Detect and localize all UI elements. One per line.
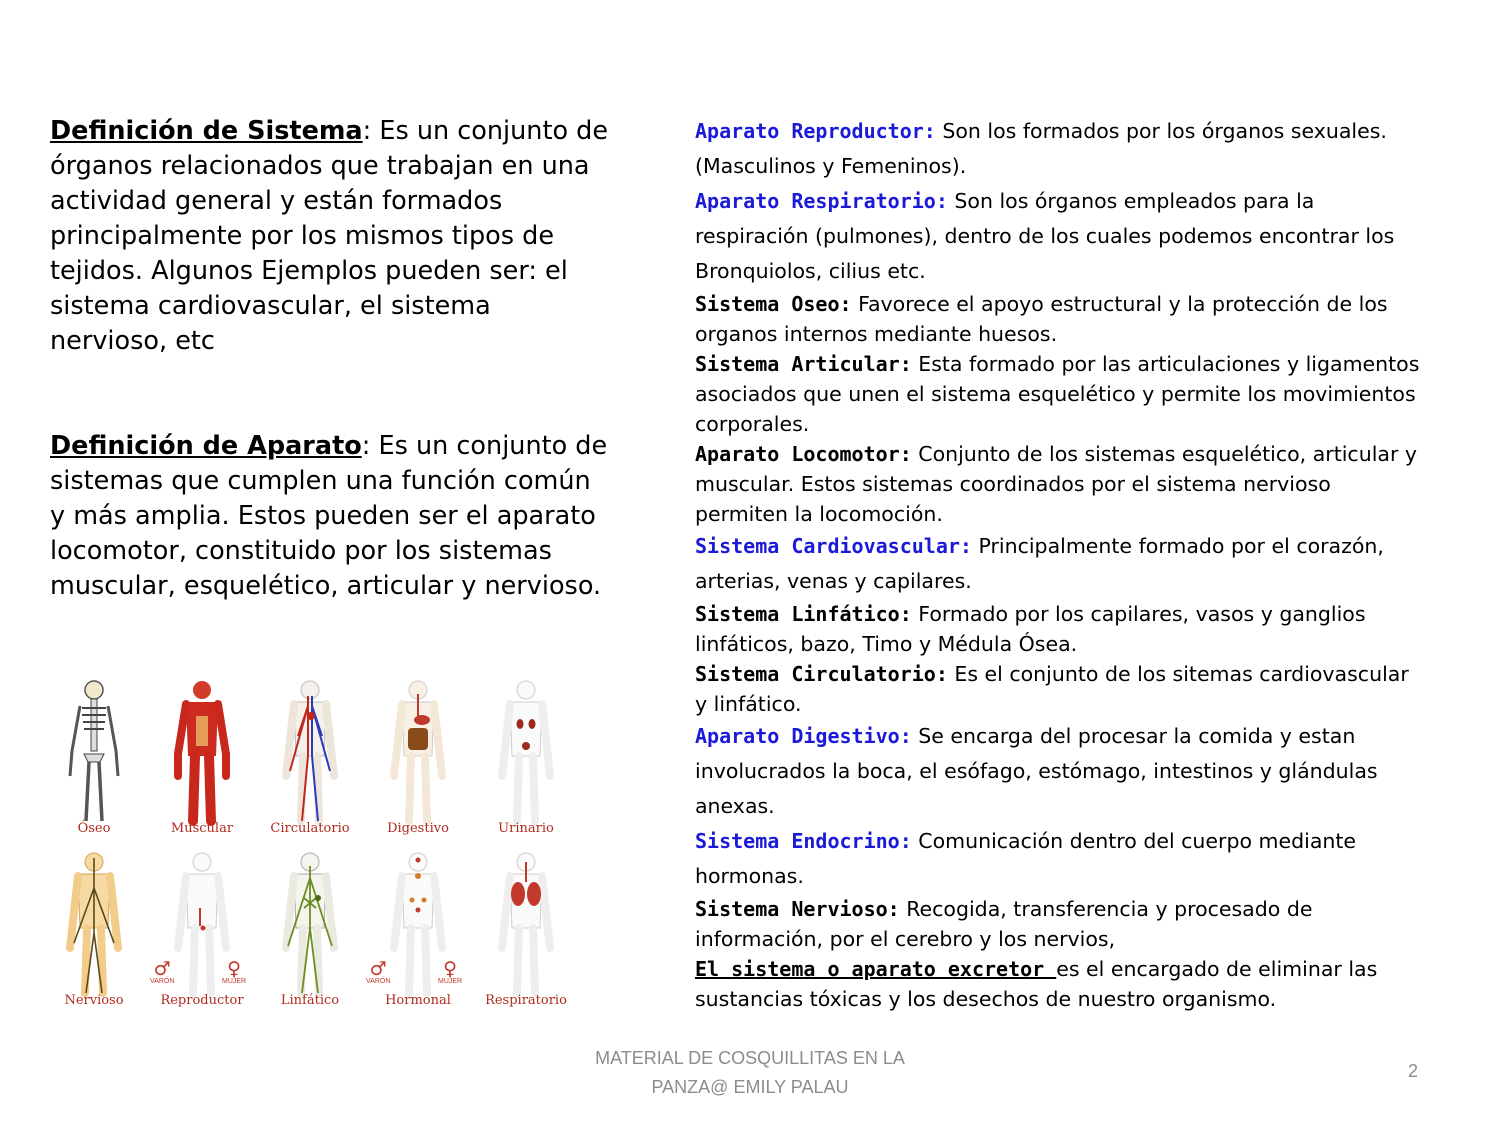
nervous-figure-icon xyxy=(62,848,126,998)
figure-respiratorio xyxy=(472,840,580,1012)
entry-aparato-locomotor xyxy=(695,439,1425,529)
entry-sistema-excretor xyxy=(695,954,1425,1014)
muscle-figure-icon xyxy=(170,676,234,826)
page-number: 2 xyxy=(1407,1061,1418,1081)
entry-sistema-articular xyxy=(695,349,1425,439)
figure-label: Respiratorio xyxy=(485,993,567,1008)
mujer-label: MUJER xyxy=(438,978,463,985)
entry-term: Sistema Linfático: xyxy=(695,602,912,626)
male-symbol-icon: ♂ xyxy=(153,958,171,980)
footer-line-2: PANZA@ EMILY PALAU xyxy=(651,1077,849,1097)
lymphatic-figure-icon xyxy=(278,848,342,998)
entry-term: Sistema Endocrino: xyxy=(695,829,912,853)
entry-sistema-nervioso xyxy=(695,894,1425,954)
female-symbol-icon: ♀ xyxy=(227,958,242,980)
entry-aparato-digestivo xyxy=(695,719,1425,824)
mujer-marker xyxy=(222,960,246,986)
entry-aparato-respiratorio xyxy=(695,184,1425,289)
varon-label: VARÓN xyxy=(366,978,391,985)
male-symbol-icon: ♂ xyxy=(369,958,387,980)
definicion-aparato xyxy=(50,429,610,604)
definicion-aparato-text: : Es un conjunto de sistemas que cumplen una función común y más amplia. Estos pueden ser el aparato locomotor, constituido por los sistemas muscular, esquelético, articular y nervioso. xyxy=(50,431,608,601)
entry-text: Son los formados por los órganos sexuales.(Masculinos y Femeninos). xyxy=(695,119,1387,178)
entry-term: Sistema Cardiovascular: xyxy=(695,534,972,558)
entry-sistema-circulatorio xyxy=(695,659,1425,719)
figure-digestivo xyxy=(364,668,472,840)
figure-label: Muscular xyxy=(170,821,234,836)
figure-urinario xyxy=(472,668,580,840)
entry-sistema-endocrino xyxy=(695,824,1425,894)
entry-term: El sistema o aparato excretor xyxy=(695,957,1057,981)
entry-text: Favorece el apoyo estructural y la protección de los organos internos mediante huesos. xyxy=(695,292,1388,346)
entry-term: Aparato Digestivo: xyxy=(695,724,912,748)
mujer-marker xyxy=(438,960,462,986)
varon-label: VARÓN xyxy=(150,978,175,985)
entry-text: Principalmente formado por el corazón, arterias, venas y capilares. xyxy=(695,534,1384,593)
footer-credit xyxy=(520,1044,980,1102)
entry-text: Son los órganos empleados para la respiración (pulmones), dentro de los cuales podemos encontrar los Bronquiolos, cilius etc. xyxy=(695,189,1395,283)
footer-line-1: MATERIAL DE COSQUILLITAS EN LA xyxy=(595,1048,905,1068)
entry-term: Sistema Oseo: xyxy=(695,292,852,316)
figure-hormonal xyxy=(364,840,472,1012)
entry-sistema-oseo xyxy=(695,289,1425,349)
circulatory-figure-icon xyxy=(278,676,342,826)
definicion-sistema-term: Definición de Sistema xyxy=(50,116,363,146)
entry-term: Aparato Locomotor: xyxy=(695,442,912,466)
mujer-label: MUJER xyxy=(222,978,247,985)
figure-muscular xyxy=(148,668,256,840)
figure-label: Hormonal xyxy=(385,993,451,1008)
entry-text: Comunicación dentro del cuerpo mediante hormonas. xyxy=(695,829,1357,888)
figure-label: Urinario xyxy=(498,821,554,836)
entry-text: Formado por los capilares, vasos y ganglios linfáticos, bazo, Timo y Médula Ósea. xyxy=(695,602,1366,656)
definicion-sistema xyxy=(50,114,610,359)
systems-list xyxy=(695,114,1425,1014)
figure-oseo xyxy=(40,668,148,840)
figure-label: Digestivo xyxy=(387,821,449,836)
entry-term: Sistema Nervioso: xyxy=(695,897,900,921)
female-symbol-icon: ♀ xyxy=(443,958,458,980)
entry-text: es el encargado de eliminar las sustancias tóxicas y los desechos de nuestro organismo. xyxy=(695,957,1378,1011)
definicion-sistema-text: : Es un conjunto de órganos relacionados que trabajan en una actividad general y están formados principalmente por los mismos tipos de tejidos. Algunos Ejemplos pueden ser: el sistema cardiovascular, el sistema nervioso, etc xyxy=(50,116,609,356)
entry-term: Aparato Reproductor: xyxy=(695,119,936,143)
entry-term: Sistema Circulatorio: xyxy=(695,662,948,686)
varon-marker xyxy=(150,960,174,986)
figure-circulatorio xyxy=(256,668,364,840)
entry-sistema-cardiovascular xyxy=(695,529,1425,599)
entry-text: Esta formado por las articulaciones y ligamentos asociados que unen el sistema esquelético y permite los movimientos corporales. xyxy=(695,352,1420,436)
definicion-aparato-term: Definición de Aparato xyxy=(50,431,362,461)
skeleton-figure-icon xyxy=(62,676,126,826)
urinary-figure-icon xyxy=(494,676,558,826)
entry-text: Recogida, transferencia y procesado de información, por el cerebro y los nervios, xyxy=(695,897,1313,951)
entry-text: Se encarga del procesar la comida y estan involucrados la boca, el esófago, estómago, intestinos y glándulas anexas. xyxy=(695,724,1378,818)
figure-label: Nervioso xyxy=(64,993,124,1008)
digestive-figure-icon xyxy=(386,676,450,826)
body-systems-illustration xyxy=(40,668,580,1013)
figure-reproductor xyxy=(148,840,256,1012)
figure-linfatico xyxy=(256,840,364,1012)
entry-term: Sistema Articular: xyxy=(695,352,912,376)
entry-term: Aparato Respiratorio: xyxy=(695,189,948,213)
respiratory-figure-icon xyxy=(494,848,558,998)
figure-label: Linfático xyxy=(280,993,340,1008)
entry-text: Conjunto de los sistemas esquelético, articular y muscular. Estos sistemas coordinados por el sistema nervioso permiten la locomoción. xyxy=(695,442,1418,526)
definitions-column xyxy=(50,114,610,604)
entry-text: Es el conjunto de los sitemas cardiovascular y linfático. xyxy=(695,662,1409,716)
varon-marker xyxy=(366,960,390,986)
figure-label: Circulatorio xyxy=(270,821,350,836)
figure-nervioso xyxy=(40,840,148,1012)
entry-sistema-linfatico xyxy=(695,599,1425,659)
figure-label: Óseo xyxy=(77,821,111,836)
entry-aparato-reproductor xyxy=(695,114,1425,184)
figure-label: Reproductor xyxy=(160,993,244,1008)
